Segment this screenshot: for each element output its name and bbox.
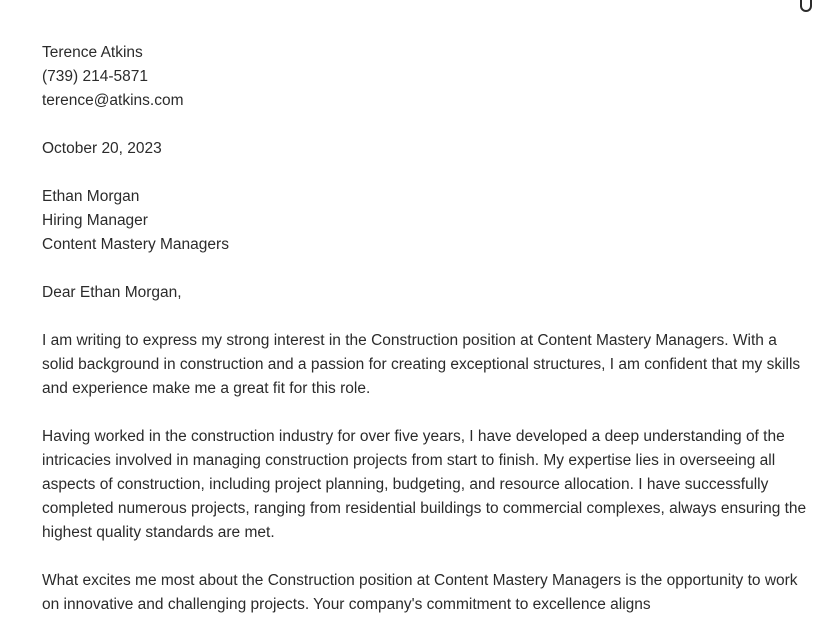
cover-letter [42, 41, 812, 620]
corner-clip-icon [800, 0, 812, 12]
recipient-block [42, 185, 812, 257]
date-block [42, 137, 812, 161]
recipient-company: Content Mastery Managers [42, 236, 229, 253]
body-paragraph-1: I am writing to express my strong interest in the Construction position at Content Mastery Managers. With a solid background in construction and a passion for creating exceptional structures, I am confident that my skills and experience make me a great fit for this role. [42, 332, 801, 397]
body-paragraph-3: What excites me most about the Construction position at Content Mastery Managers is the opportunity to work on innovative and challenging projects. Your company's commitment to excellence aligns [42, 572, 798, 613]
salutation-block [42, 281, 812, 305]
sender-email: terence@atkins.com [42, 92, 184, 109]
sender-block [42, 41, 812, 113]
sender-phone: (739) 214-5871 [42, 68, 148, 85]
recipient-name: Ethan Morgan [42, 188, 140, 205]
letter-date: October 20, 2023 [42, 140, 162, 157]
body-paragraph-2: Having worked in the construction industry for over five years, I have developed a deep understanding of the intricacies involved in managing construction projects from start to finish. My expertise lies in overseeing all aspects of construction, including project planning, budgeting, and resource allocation. I have successfully completed numerous projects, ranging from residential buildings to commercial complexes, always ensuring the highest quality standards are met. [42, 428, 807, 541]
recipient-title: Hiring Manager [42, 212, 148, 229]
sender-name: Terence Atkins [42, 44, 143, 61]
salutation: Dear Ethan Morgan, [42, 284, 182, 301]
